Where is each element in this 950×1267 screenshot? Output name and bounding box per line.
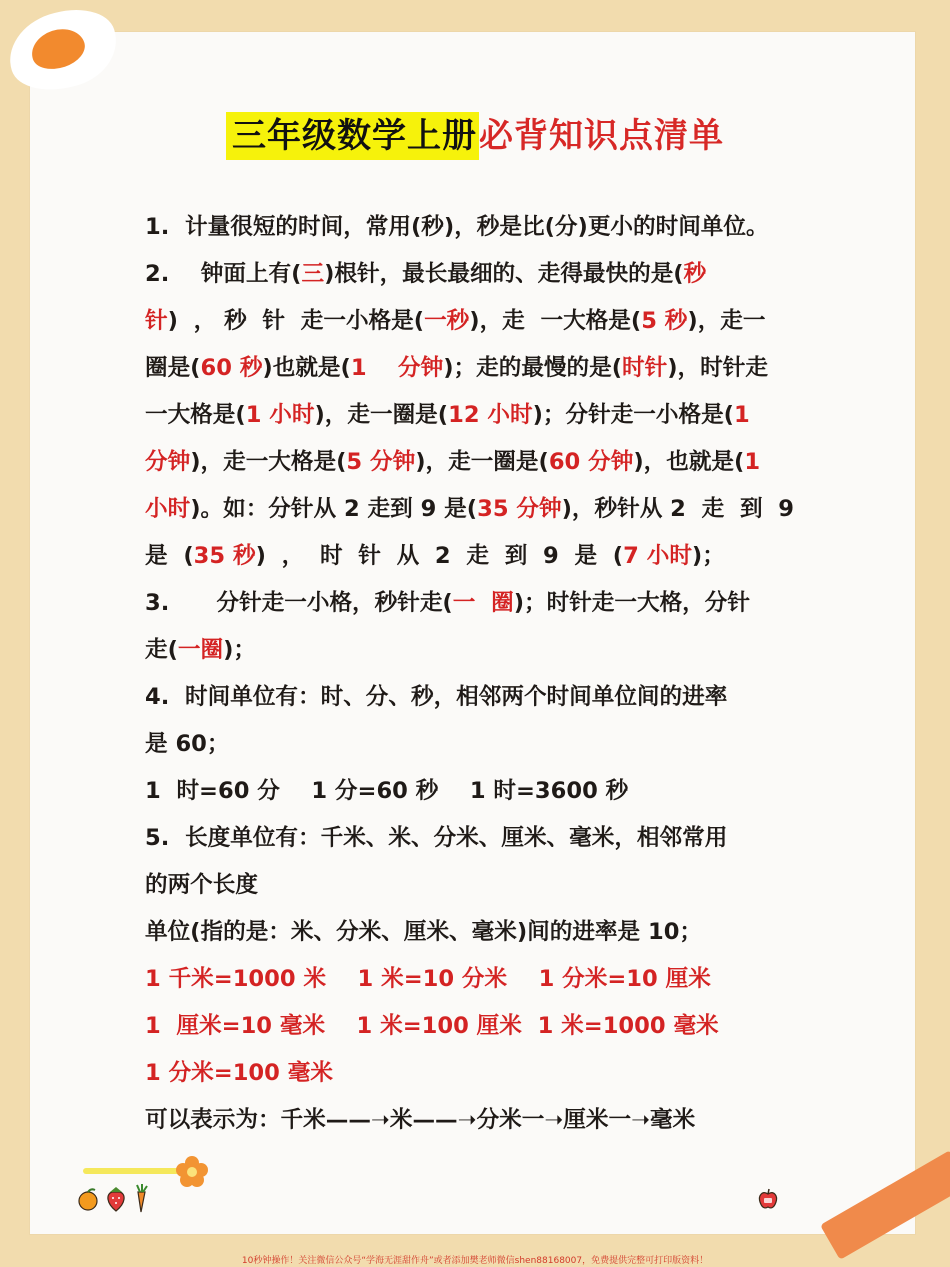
content-line [145,439,810,486]
orange-icon [77,1187,99,1211]
line-text: )； [691,543,725,569]
content-line [145,1050,810,1097]
line-text: )；时针走一大格，分针 [513,590,750,616]
answer-text: 35 分钟 [477,496,562,522]
page-title [0,108,950,157]
answer-text: 小时 [145,496,191,522]
answer-text: 1 分米=100 毫米 [145,1060,333,1086]
content-line [145,251,810,298]
line-text: 走( [145,637,178,663]
content-line [145,674,810,721]
line-text: )，也就是( [633,449,745,475]
line-text: )，走 一大格是( [469,308,642,334]
line-text: ) ， 秒 针 走一小格是( [167,308,425,334]
line-text: )；走的最慢的是( [443,355,623,381]
line-text: )，时针走 [667,355,768,381]
answer-text: 分钟 [145,449,191,475]
answer-text: 三 [301,261,325,287]
answer-text: 时针 [622,355,668,381]
answer-text: 一秒 [424,308,470,334]
line-text: 可以表示为：千米——➝米——➝分米一➝厘米一➝毫米 [145,1107,696,1133]
carrot-icon [132,1184,150,1214]
content-line [145,721,810,768]
content-line [145,909,810,956]
title-rest: 必背知识点清单 [479,116,724,156]
line-text: 3. 分针走一小格，秒针走( [145,590,453,616]
line-text: )，走一圈是( [415,449,549,475]
apple-icon [756,1187,780,1211]
content-line [145,533,810,580]
line-text: )根针，最长最细的、走得最快的是( [324,261,684,287]
content-line [145,1097,810,1144]
footer-note: 10秒钟操作！关注微信公众号“学海无涯甜作舟”或者添加樊老师微信shen88168007，免费提供完整可打印版资料！ [241,1256,709,1266]
line-text: 单位(指的是：米、分米、厘米、毫米)间的进率是 10； [145,919,703,945]
answer-text: 5 秒 [641,308,688,334]
line-text: )也就是( [262,355,351,381]
line-text: 5. 长度单位有：千米、米、分米、厘米、毫米，相邻常用 [145,825,728,851]
answer-text: 5 分钟 [346,449,416,475]
line-text: )，走一 [687,308,766,334]
answer-text: 1 厘米=10 毫米 1 米=100 厘米 1 米=1000 毫米 [145,1013,719,1039]
knowledge-list [145,204,810,1144]
content-line [145,298,810,345]
line-text: 1. 计量很短的时间，常用(秒)，秒是比(分)更小的时间单位。 [145,214,769,240]
content-line [145,768,810,815]
content-line [145,627,810,674]
answer-text: 35 秒 [193,543,256,569]
line-text: ) ， 时 针 从 2 走 到 9 是 ( [255,543,624,569]
answer-text: 1 小时 [245,402,315,428]
line-text: 是 ( [145,543,194,569]
line-text: )；分针走一小格是( [532,402,735,428]
line-text: )，秒针从 2 走 到 9 [561,496,794,522]
line-text: 是 60； [145,731,230,757]
decor-bar [83,1168,181,1174]
answer-text: 1 [744,449,761,475]
content-line [145,392,810,439]
content-line [145,956,810,1003]
line-text: )，走一圈是( [314,402,449,428]
content-line [145,1003,810,1050]
content-line [145,815,810,862]
content-line [145,862,810,909]
content-line [145,580,810,627]
answer-text: 1 [734,402,750,428]
answer-text: 一 圈 [452,590,514,616]
line-text: 圈是( [145,355,201,381]
answer-text: 60 分钟 [548,449,634,475]
answer-text: 60 秒 [200,355,263,381]
line-text: 4. 时间单位有：时、分、秒，相邻两个时间单位间的进率 [145,684,728,710]
content-line [145,486,810,533]
answer-text: 7 小时 [623,543,692,569]
strawberry-icon [104,1185,128,1213]
line-text: )。如：分针从 2 走到 9 是( [190,496,478,522]
answer-text: 一圈 [177,637,224,663]
line-text: )； [223,637,257,663]
answer-text: 1 分钟 [350,355,444,381]
line-text: 1 时=60 分 1 分=60 秒 1 时=3600 秒 [145,778,629,804]
answer-text: 12 小时 [448,402,533,428]
line-text: 的两个长度 [145,872,258,898]
answer-text: 1 千米=1000 米 1 米=10 分米 1 分米=10 厘米 [145,966,711,992]
answer-text: 秒 [683,261,707,287]
line-text: )，走一大格是( [190,449,347,475]
content-line [145,204,810,251]
content-line [145,345,810,392]
line-text: 2. 钟面上有( [145,261,302,287]
line-text: 一大格是( [145,402,246,428]
answer-text: 针 [145,308,168,334]
title-highlight: 三年级数学上册 [226,112,479,160]
flower-icon [175,1155,209,1189]
